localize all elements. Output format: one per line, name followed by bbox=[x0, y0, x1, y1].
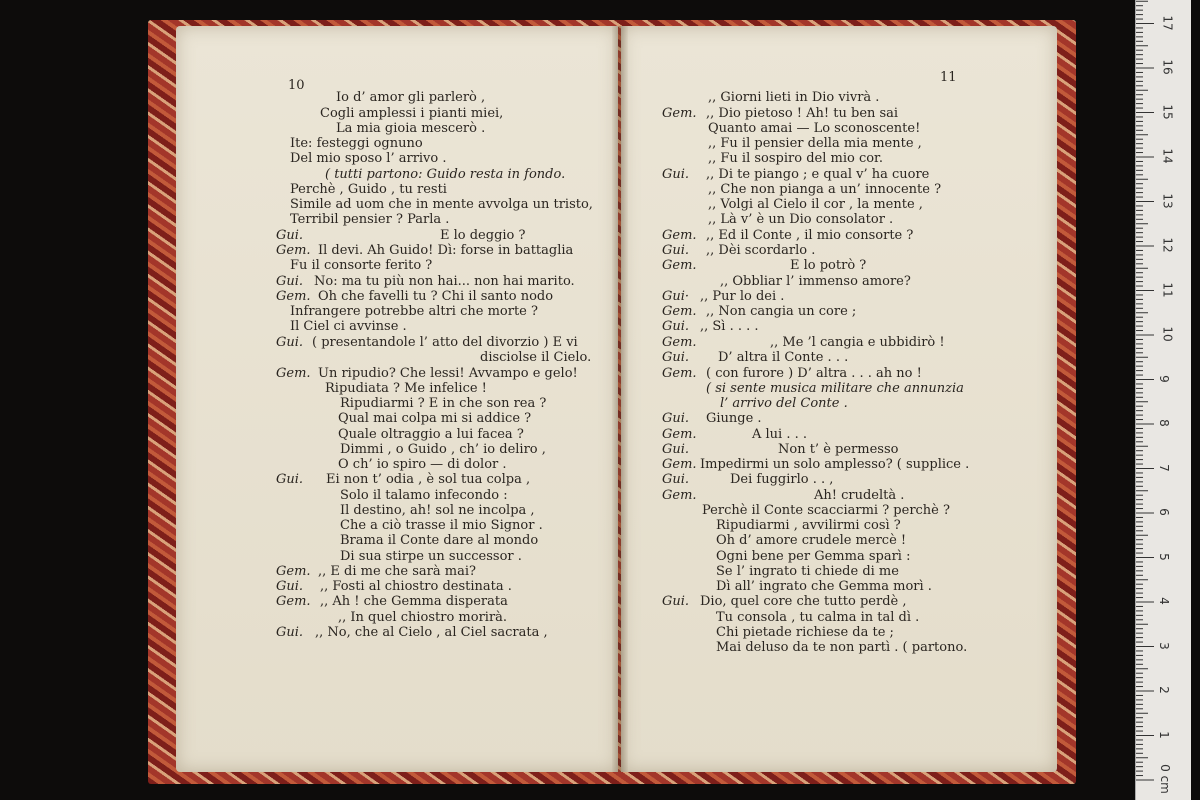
speaker-label: Gui. bbox=[662, 442, 690, 457]
ruler-label: 6 bbox=[1156, 508, 1171, 516]
speaker-label: Gem. bbox=[662, 366, 697, 381]
speaker-label: Gem. bbox=[662, 457, 697, 472]
verse-line: ,, Dio pietoso ! Ah! tu ben sai bbox=[706, 106, 899, 121]
page-number-right: 11 bbox=[940, 70, 957, 85]
verse-line: ,, Dèi scordarlo . bbox=[706, 243, 816, 258]
verse-line: ,, Pur lo dei . bbox=[700, 289, 785, 304]
verse-line: Qual mai colpa mi si addice ? bbox=[338, 411, 532, 426]
speaker-label: Gui. bbox=[662, 472, 690, 487]
ruler-ticks bbox=[1136, 0, 1191, 800]
speaker-label: Gem. bbox=[276, 366, 311, 381]
verse-line: A lui . . . bbox=[752, 427, 808, 442]
measuring-ruler bbox=[1135, 0, 1191, 800]
verse-line: Chi pietade richiese da te ; bbox=[716, 625, 894, 640]
ruler-label: 13 bbox=[1160, 192, 1175, 209]
verse-line: Brama il Conte dare al mondo bbox=[340, 533, 539, 548]
verse-line: ,, Fu il sospiro del mio cor. bbox=[708, 151, 883, 166]
verse-line: ,, Sì . . . . bbox=[700, 319, 759, 334]
verse-line: Il devi. Ah Guido! Dì: forse in battaglia bbox=[318, 243, 574, 258]
ruler-label: 17 bbox=[1160, 14, 1175, 31]
speaker-label: Gui. bbox=[276, 274, 304, 289]
speaker-label: Gem. bbox=[662, 228, 697, 243]
verse-line: Oh che favelli tu ? Chi il santo nodo bbox=[318, 289, 554, 304]
verse-line: Tu consola , tu calma in tal dì . bbox=[716, 610, 920, 625]
speaker-label: Gui. bbox=[662, 594, 690, 609]
verse-line: ( con furore ) D’ altra . . . ah no ! bbox=[706, 366, 922, 381]
verse-line: Un ripudio? Che lessi! Avvampo e gelo! bbox=[318, 366, 578, 381]
ruler-label: 11 bbox=[1160, 281, 1175, 298]
verse-line: Dio, quel core che tutto perdè , bbox=[700, 594, 907, 609]
verse-line: Oh d’ amore crudele mercè ! bbox=[716, 533, 907, 548]
speaker-label: Gem. bbox=[662, 488, 697, 503]
verse-line: Infrangere potrebbe altri che morte ? bbox=[290, 304, 538, 319]
verse-line: ,, Me ’l cangia e ubbidirò ! bbox=[770, 335, 945, 350]
book-gutter bbox=[612, 26, 628, 772]
verse-line: ( presentandole l’ atto del divorzio ) E vi bbox=[312, 335, 578, 350]
ruler-label: 9 bbox=[1156, 374, 1171, 383]
verse-line: Ripudiarmi , avvilirmi così ? bbox=[716, 518, 901, 533]
verse-line: ,, Ed il Conte , il mio consorte ? bbox=[706, 228, 914, 243]
speaker-label: Gui· bbox=[662, 289, 690, 304]
verse-line: Quanto amai — Lo sconoscente! bbox=[708, 121, 921, 136]
verse-line: ( si sente musica militare che annunzia bbox=[706, 381, 964, 396]
verse-line: ,, Giorni lieti in Dio vivrà . bbox=[708, 90, 880, 105]
verse-line: Ei non t’ odia , è sol tua colpa , bbox=[326, 472, 531, 487]
ruler-label: 3 bbox=[1156, 641, 1171, 650]
ruler-label: 14 bbox=[1160, 148, 1175, 164]
verse-line: ( tutti partono: Guido resta in fondo. bbox=[325, 167, 566, 182]
speaker-label: Gem. bbox=[276, 243, 311, 258]
verse-line: Solo il talamo infecondo : bbox=[340, 488, 508, 503]
verse-line: Io d’ amor gli parlerò , bbox=[336, 90, 486, 105]
verse-line: Simile ad uom che in mente avvolga un tristo, bbox=[290, 197, 593, 212]
verse-line: Ripudiata ? Me infelice ! bbox=[325, 381, 487, 396]
speaker-label: Gui. bbox=[662, 167, 690, 182]
ruler-label: 5 bbox=[1156, 552, 1171, 561]
ruler-label: 2 bbox=[1156, 686, 1171, 694]
verse-line: ,, Ah ! che Gemma disperata bbox=[320, 594, 508, 609]
ruler-label: 1 bbox=[1156, 730, 1171, 739]
ruler-label: 12 bbox=[1160, 237, 1175, 253]
verse-line: ,, Non cangia un core ; bbox=[706, 304, 857, 319]
verse-line: Dei fuggirlo . . , bbox=[730, 472, 834, 487]
verse-line: Cogli amplessi i pianti miei, bbox=[320, 106, 504, 121]
speaker-label: Gui. bbox=[276, 335, 304, 350]
verse-line: ,, No, che al Cielo , al Ciel sacrata , bbox=[315, 625, 548, 640]
speaker-label: Gem. bbox=[662, 106, 697, 121]
speaker-label: Gem. bbox=[662, 258, 697, 273]
verse-line: E lo potrò ? bbox=[790, 258, 867, 273]
verse-line: disciolse il Cielo. bbox=[480, 350, 592, 365]
verse-line: Terribil pensier ? Parla . bbox=[290, 212, 450, 227]
speaker-label: Gem. bbox=[276, 289, 311, 304]
ruler-label: 8 bbox=[1156, 419, 1171, 427]
verse-line: D’ altra il Conte . . . bbox=[718, 350, 849, 365]
verse-line: Quale oltraggio a lui facea ? bbox=[338, 427, 524, 442]
speaker-label: Gui. bbox=[662, 350, 690, 365]
verse-line: Dì all’ ingrato che Gemma morì . bbox=[716, 579, 932, 594]
verse-line: Perchè il Conte scacciarmi ? perchè ? bbox=[702, 503, 950, 518]
ruler-label: 4 bbox=[1156, 597, 1171, 605]
speaker-label: Gui. bbox=[276, 228, 304, 243]
page-number-left: 10 bbox=[288, 78, 305, 93]
speaker-label: Gui. bbox=[276, 625, 304, 640]
verse-line: ,, Obbliar l’ immenso amore? bbox=[720, 274, 911, 289]
verse-line: No: ma tu più non hai... non hai marito. bbox=[314, 274, 575, 289]
verse-line: ,, Fosti al chiostro destinata . bbox=[320, 579, 512, 594]
verse-line: Ripudiarmi ? E in che son rea ? bbox=[340, 396, 547, 411]
verse-line: O ch’ io spiro — di dolor . bbox=[338, 457, 507, 472]
verse-line: Perchè , Guido , tu resti bbox=[290, 182, 447, 197]
verse-line: ,, Volgi al Cielo il cor , la mente , bbox=[708, 197, 923, 212]
ruler-label: 15 bbox=[1160, 103, 1175, 120]
speaker-label: Gem. bbox=[662, 427, 697, 442]
verse-line: ,, Fu il pensier della mia mente , bbox=[708, 136, 922, 151]
speaker-label: Gui. bbox=[276, 579, 304, 594]
verse-line: Del mio sposo l’ arrivo . bbox=[290, 151, 447, 166]
verse-line: E lo deggio ? bbox=[440, 228, 526, 243]
ruler-label: 16 bbox=[1160, 59, 1175, 75]
speaker-label: Gem. bbox=[662, 335, 697, 350]
verse-line: Dimmi , o Guido , ch’ io deliro , bbox=[340, 442, 546, 457]
verse-line: Giunge . bbox=[706, 411, 762, 426]
verse-line: Impedirmi un solo amplesso? ( supplice . bbox=[700, 457, 970, 472]
speaker-label: Gui. bbox=[276, 472, 304, 487]
ruler-label: 0 cm bbox=[1157, 764, 1172, 794]
speaker-label: Gui. bbox=[662, 319, 690, 334]
verse-line: Che a ciò trasse il mio Signor . bbox=[340, 518, 543, 533]
verse-line: Fu il consorte ferito ? bbox=[290, 258, 433, 273]
verse-line: Mai deluso da te non partì . ( partono. bbox=[716, 640, 968, 655]
verse-line: Di sua stirpe un successor . bbox=[340, 549, 522, 564]
speaker-label: Gem. bbox=[662, 304, 697, 319]
verse-line: ,, E di me che sarà mai? bbox=[318, 564, 476, 579]
speaker-label: Gem. bbox=[276, 594, 311, 609]
verse-line: Se l’ ingrato ti chiede di me bbox=[716, 564, 899, 579]
verse-line: Il destino, ah! sol ne incolpa , bbox=[340, 503, 535, 518]
verse-line: Il Ciel ci avvinse . bbox=[290, 319, 407, 334]
verse-line: Ite: festeggi ognuno bbox=[290, 136, 423, 151]
verse-line: ,, Di te piango ; e qual v’ ha cuore bbox=[706, 167, 930, 182]
verse-line: ,, Là v’ è un Dio consolator . bbox=[708, 212, 894, 227]
verse-line: La mia gioia mescerò . bbox=[336, 121, 486, 136]
verse-line: ,, In quel chiostro morirà. bbox=[338, 610, 508, 625]
verse-line: l’ arrivo del Conte . bbox=[720, 396, 848, 411]
speaker-label: Gem. bbox=[276, 564, 311, 579]
ruler-label: 7 bbox=[1156, 463, 1171, 472]
speaker-label: Gui. bbox=[662, 243, 690, 258]
verse-line: Ogni bene per Gemma sparì : bbox=[716, 549, 911, 564]
ruler-label: 10 bbox=[1160, 326, 1175, 342]
speaker-label: Gui. bbox=[662, 411, 690, 426]
verse-line: Ah! crudeltà . bbox=[814, 488, 905, 503]
verse-line: ,, Che non pianga a un’ innocente ? bbox=[708, 182, 942, 197]
verse-line: Non t’ è permesso bbox=[778, 442, 899, 457]
